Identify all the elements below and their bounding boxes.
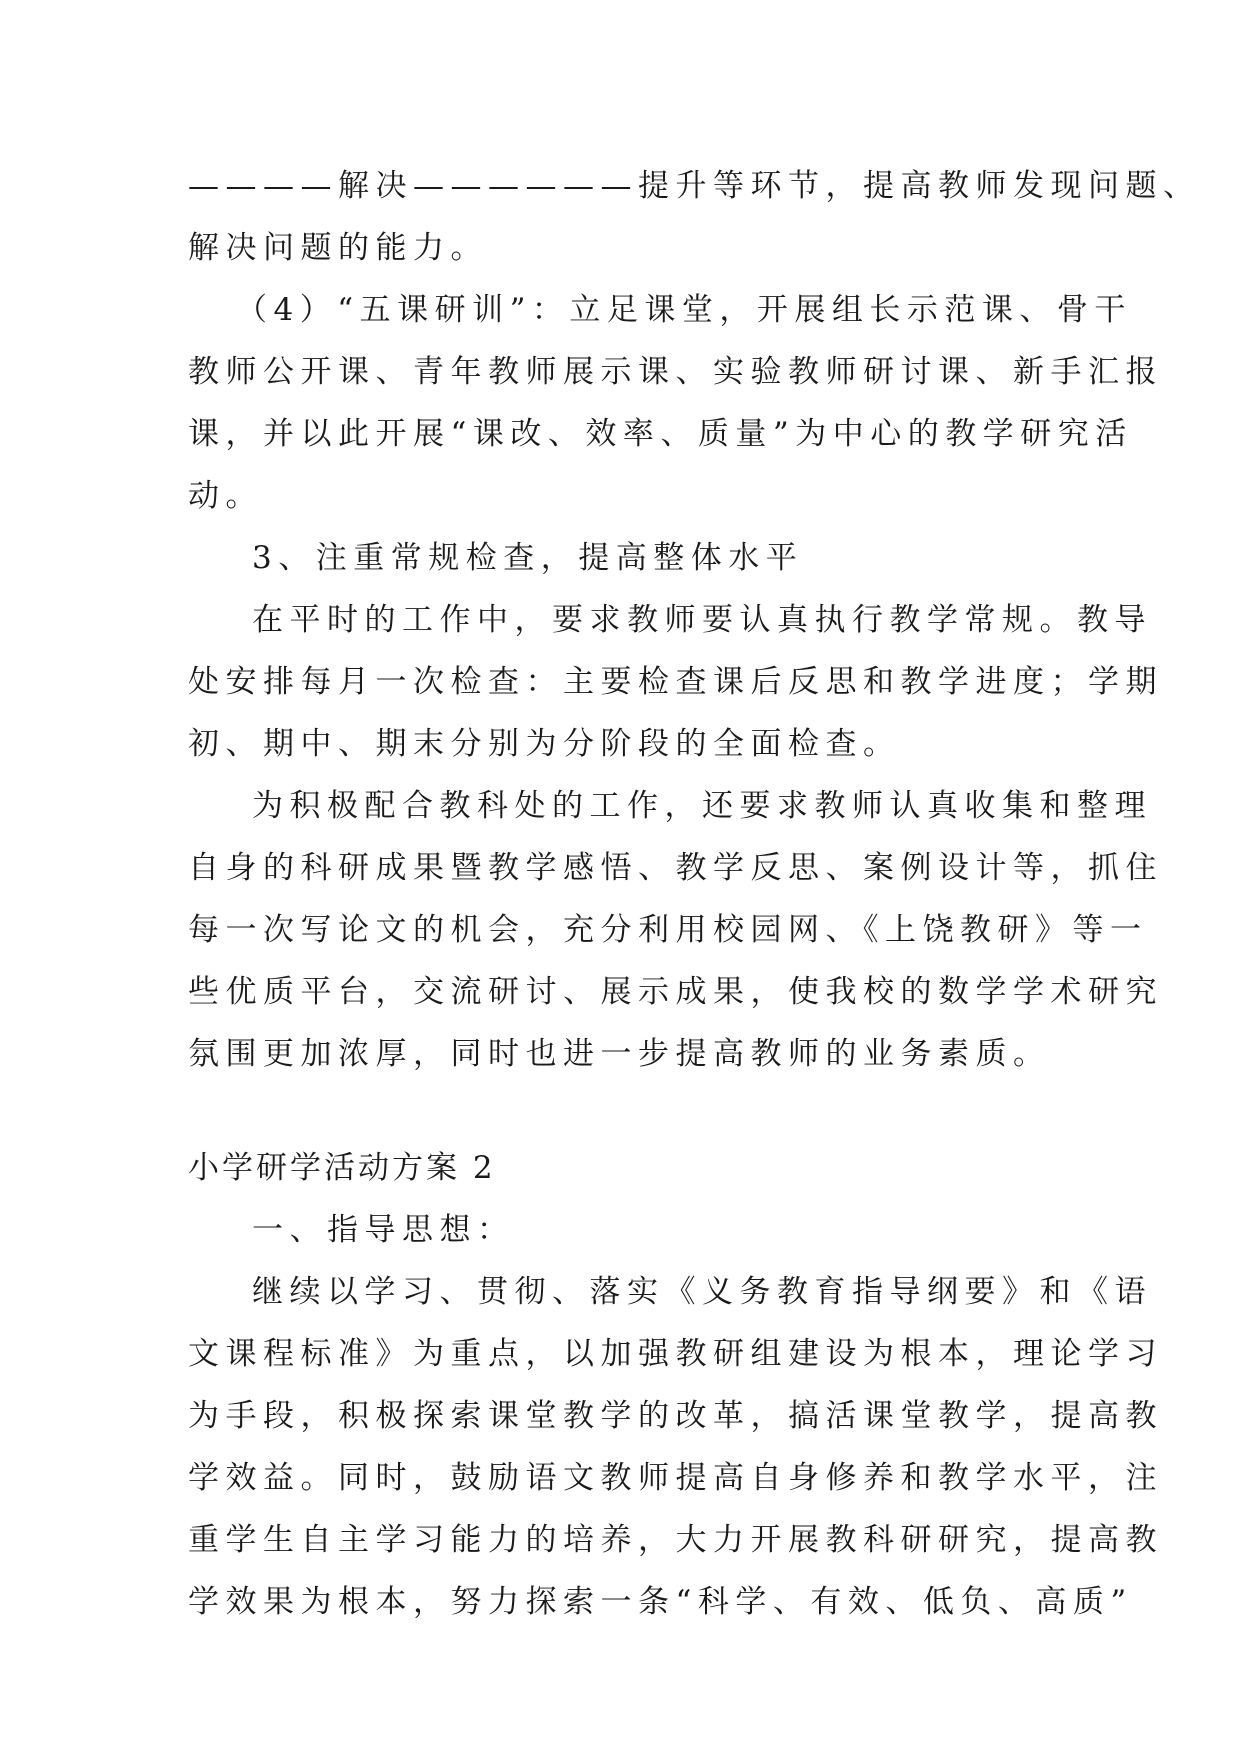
paragraph-line: 氛围更加浓厚，同时也进一步提高教师的业务素质。 — [188, 1036, 1051, 1072]
paragraph-line: 解决问题的能力。 — [188, 230, 488, 266]
paragraph-line: 为积极配合教科处的工作，还要求教师认真收集和整理 — [252, 788, 1152, 824]
paragraph-teaching-routine — [188, 589, 1163, 775]
paragraph-line: 文课程标准》为重点，以加强教研组建设为根本，理论学习 — [188, 1336, 1163, 1372]
paragraph-problem-solving — [188, 155, 1201, 279]
paragraph-line: 处安排每月一次检查：主要检查课后反思和教学进度；学期 — [188, 664, 1163, 700]
subheading-line: 3、注重常规检查，提高整体水平 — [252, 540, 804, 576]
subheading-guiding-ideology — [188, 1199, 1048, 1261]
paragraph-line: 课，并以此开展“课改、效率、质量”为中心的教学研究活 — [188, 416, 1133, 452]
paragraph-line: 教师公开课、青年教师展示课、实验教师研讨课、新手汇报 — [188, 354, 1163, 390]
subheading-line: 一、指导思想： — [252, 1212, 515, 1248]
paragraph-line: （4）“五课研训”：立足课堂，开展组长示范课、骨干 — [236, 292, 1132, 328]
paragraph-line: 继续以学习、贯彻、落实《义务教育指导纲要》和《语 — [252, 1274, 1152, 1310]
paragraph-guiding-ideology — [188, 1261, 1163, 1633]
paragraph-line: 自身的科研成果暨教学感悟、教学反思、案例设计等，抓住 — [188, 850, 1163, 886]
paragraph-research-results — [188, 775, 1163, 1085]
paragraph-line: ————解决——————提升等环节，提高教师发现问题、 — [188, 168, 1201, 204]
section-title: 小学研学活动方案 2 — [188, 1150, 496, 1186]
paragraph-line: 在平时的工作中，要求教师要认真执行教学常规。教导 — [252, 602, 1152, 638]
paragraph-line: 重学生自主学习能力的培养，大力开展教科研研究，提高教 — [188, 1522, 1163, 1558]
paragraph-line: 为手段，积极探索课堂教学的改革，搞活课堂教学，提高教 — [188, 1398, 1163, 1434]
section-spacer — [188, 1085, 1048, 1137]
paragraph-line: 每一次写论文的机会，充分利用校园网、《上饶教研》等一 — [188, 912, 1148, 948]
paragraph-line: 些优质平台，交流研讨、展示成果，使我校的数学学术研究 — [188, 974, 1163, 1010]
paragraph-line: 学效果为根本，努力探索一条“科学、有效、低负、高质” — [188, 1584, 1133, 1620]
paragraph-line: 初、期中、期末分别为分阶段的全面检查。 — [188, 726, 901, 762]
paragraph-line: 学效益。同时，鼓励语文教师提高自身修养和教学水平，注 — [188, 1460, 1163, 1496]
subheading-routine-checks — [188, 527, 1048, 589]
paragraph-line: 动。 — [188, 478, 263, 514]
paragraph-five-lessons — [188, 279, 1163, 527]
document-body — [188, 155, 1201, 1633]
